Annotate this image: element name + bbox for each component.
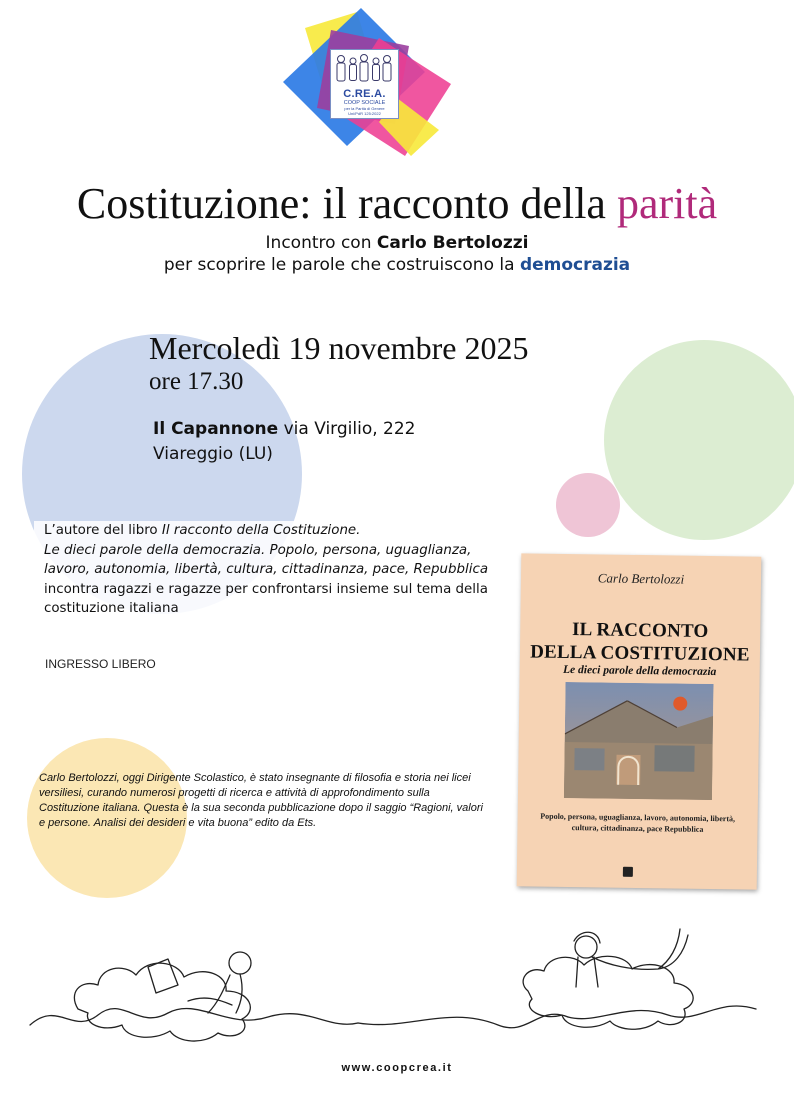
logo-tagline [331, 107, 398, 116]
decorative-circle-pink [556, 473, 620, 537]
ground-line-right [568, 1006, 756, 1019]
page-title [0, 178, 794, 229]
child-right-legs [592, 929, 688, 969]
logo-subtitle: COOP SOCIALE [343, 100, 386, 106]
author-bio: Carlo Bertolozzi, oggi Dirigente Scolastico, è stato insegnante di filosofia e storia nei licei versiliesi, curando numerosi progetti di ricerca e attività di approfondimento sulla Costituzione italiana. Questa è la sua seconda pubblicazione dopo il saggio “Ragioni, valori e persone. Analisi dei desideri e vita buona” edito da Ets. [39, 772, 483, 829]
ground-line-left [30, 1009, 358, 1025]
speaker-name: Carlo Bertolozzi [376, 233, 529, 253]
book-cover [517, 553, 762, 889]
publisher-logo-icon [623, 867, 633, 877]
subtitle-line-2 [0, 254, 794, 276]
subtitle-purpose: per scoprire le parole che costruiscono la [163, 255, 515, 275]
venue-city: Viareggio (LU) [153, 444, 273, 464]
subtitle-intro: Incontro con [265, 233, 372, 253]
book-title-line-1: IL RACCONTO [571, 619, 709, 642]
reading-children-illustration [28, 905, 758, 1065]
child-right-head [575, 936, 597, 958]
description-outro: incontra ragazzi e ragazze per confrontarsi insieme sul tema della costituzione italiana [44, 581, 488, 616]
description-intro: L’autore del libro [44, 523, 158, 538]
event-venue [153, 419, 416, 439]
description-book-title: Il racconto della Costituzione. [161, 523, 361, 538]
child-left-body [208, 974, 242, 1013]
website-url[interactable]: www.coopcrea.it [341, 1062, 453, 1074]
logo-name: C.RE.A. [343, 88, 386, 100]
decorative-circle-green [604, 340, 794, 540]
crea-logo [275, 6, 455, 158]
event-description [34, 521, 514, 619]
logo-tagline-line-1: per la Parità di Genere [344, 106, 385, 111]
description-book-subtitle: Le dieci parole della democrazia. Popolo, persona, uguaglianza, lavoro, autonomia, libertà, cultura, cittadinanza, pace, Repubblica [44, 542, 489, 577]
people-icon [331, 50, 398, 86]
event-date: Mercoledì 19 novembre 2025 [149, 330, 529, 366]
entry-label: INGRESSO LIBERO [45, 657, 156, 671]
book-cover-painting [564, 682, 714, 800]
book-cover-words: Popolo, persona, uguaglianza, lavoro, autonomia, libertà, cultura, cittadinanza, pace Repubblica [540, 811, 736, 834]
venue-name: Il Capannone [153, 419, 279, 439]
page-title-main: Costituzione: il racconto della [76, 179, 606, 228]
book-title-line-2: DELLA COSTITUZIONE [530, 641, 750, 666]
book-title [520, 617, 761, 666]
page-subtitle [0, 232, 794, 276]
child-left-head [229, 952, 251, 974]
book-subtitle: Le dieci parole della democrazia [562, 663, 717, 679]
page-title-accent: parità [616, 179, 718, 228]
logo-card [330, 49, 399, 119]
ground-line-middle [358, 1014, 568, 1027]
logo-tagline-line-2: Uni/PdR 125:2022 [348, 110, 381, 116]
book-author: Carlo Bertolozzi [597, 570, 685, 587]
event-time: ore 17.30 [149, 368, 244, 395]
cloud-right [523, 956, 693, 1029]
child-left-arm [188, 998, 232, 1005]
venue-address: via Virgilio, 222 [283, 419, 416, 439]
subtitle-line-1 [0, 232, 794, 254]
subtitle-accent: democrazia [519, 255, 631, 275]
